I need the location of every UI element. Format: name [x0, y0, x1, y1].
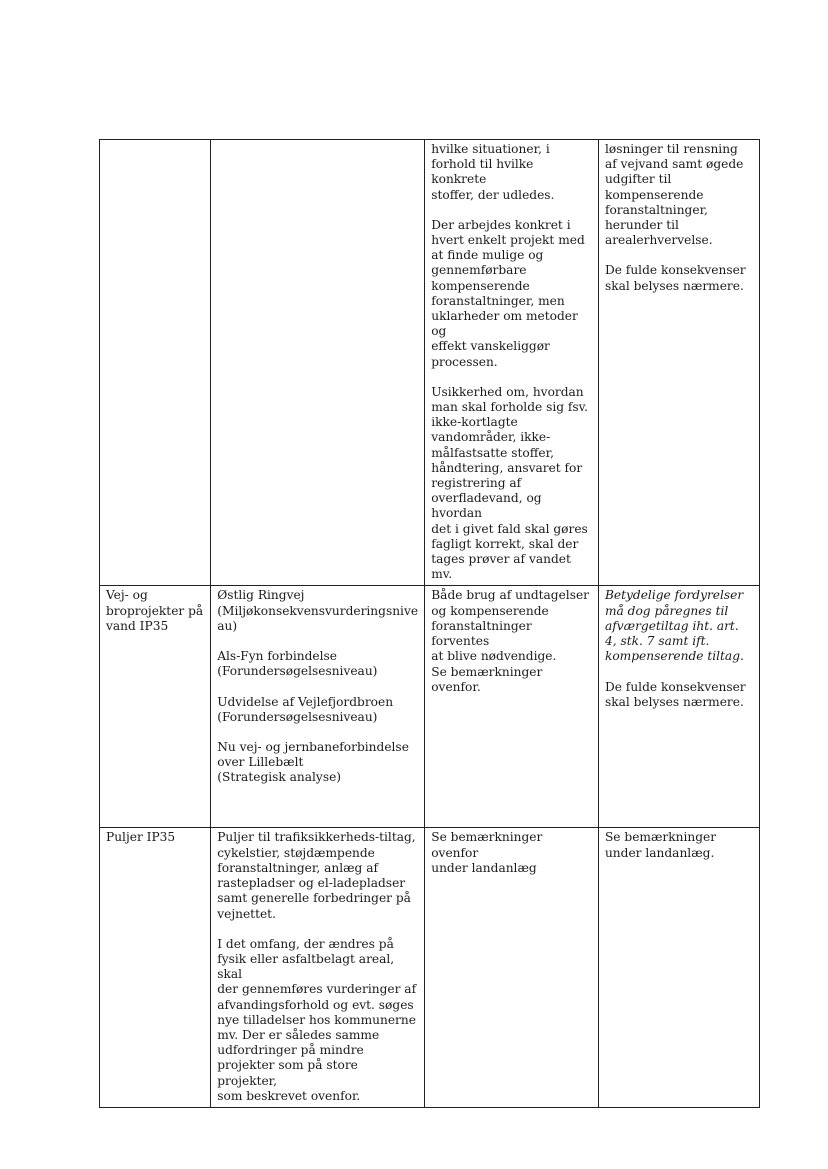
table-row: [100, 586, 760, 828]
consequence-paragraph: De fulde konsekvenser skal belyses nærmere.: [604, 679, 746, 709]
project-type-cell: [100, 828, 211, 1107]
challenge-paragraph: Der arbejdes konkret i hvert enkelt projekt med at finde mulige og gennemførbare kompenserende foranstaltninger, men uklarheder om metoder og effekt vanskeliggør processen.: [431, 217, 585, 369]
challenge-paragraph: hvilke situationer, i forhold til hvilke konkrete stoffer, der udledes.: [431, 142, 555, 202]
project-entry: Puljer til trafiksikkerheds-tiltag, cykelstier, støjdæmpende foranstaltninger, anlæg af rastepladser og el-ladepladser samt generelle forbedringer på vejnettet.: [217, 830, 416, 921]
project-entry: Nu vej- og jernbaneforbindelse over Lillebælt (Strategisk analyse): [217, 739, 409, 785]
project-type-cell: [100, 140, 211, 586]
challenges-cell: [425, 586, 599, 828]
consequence-italic-note: Betydelige fordyrelser må dog påregnes til afværgetiltag iht. art. 4, stk. 7 samt ift. kompenserende tiltag.: [604, 588, 744, 664]
project-entry: Als-Fyn forbindelse (Forundersøgelsesniveau): [217, 649, 378, 679]
consequence-paragraph: løsninger til rensning af vejvand samt øgede udgifter til kompenserende foranstaltninger, herunder til arealerhvervelse.: [604, 142, 744, 248]
challenges-cell: [425, 828, 599, 1107]
project-type-label: Vej- og broprojekter på vand IP35: [106, 588, 204, 633]
projects-cell: [211, 828, 425, 1107]
project-type-cell: [100, 586, 211, 828]
challenge-paragraph: Usikkerhed om, hvordan man skal forholde sig fsv. ikke-kortlagte vandområder, ikke- målfastsatte stoffer, håndtering, ansvaret for registrering af overfladevand, og hvordan det i givet fald skal gøres fagligt korrekt, skal der tages prøver af vandet mv.: [431, 384, 588, 582]
table-row: [100, 828, 760, 1107]
consequence-paragraph: Se bemærkninger under landanlæg.: [604, 830, 717, 860]
consequences-cell: [598, 586, 759, 828]
assessment-table: [99, 139, 760, 1108]
projects-cell: [211, 586, 425, 828]
project-entry: I det omfang, der ændres på fysik eller asfaltbelagt areal, skal der gennemføres vurderinger af afvandingsforhold og evt. søges nye tilladelser hos kommunerne mv. Der er således samme udfordringer på mindre projekter som på store projekter, som beskrevet ovenfor.: [217, 936, 417, 1103]
challenge-paragraph: Se bemærkninger ovenfor under landanlæg: [431, 830, 543, 875]
table-row: [100, 140, 760, 586]
challenge-paragraph: Både brug af undtagelser og kompenserende foranstaltninger forventes at blive nødvendige. Se bemærkninger ovenfor.: [431, 588, 590, 694]
challenges-cell: [425, 140, 599, 586]
project-entry: Udvidelse af Vejlefjordbroen (Forundersøgelsesniveau): [217, 694, 394, 724]
project-type-label: Puljer IP35: [106, 830, 176, 845]
consequence-paragraph: De fulde konsekvenser skal belyses nærmere.: [604, 263, 746, 293]
consequences-cell: [598, 140, 759, 586]
consequences-cell: [598, 828, 759, 1107]
project-entry: Østlig Ringvej (Miljøkonsekvensvurderingsnive au): [217, 588, 419, 633]
projects-cell: [211, 140, 425, 586]
